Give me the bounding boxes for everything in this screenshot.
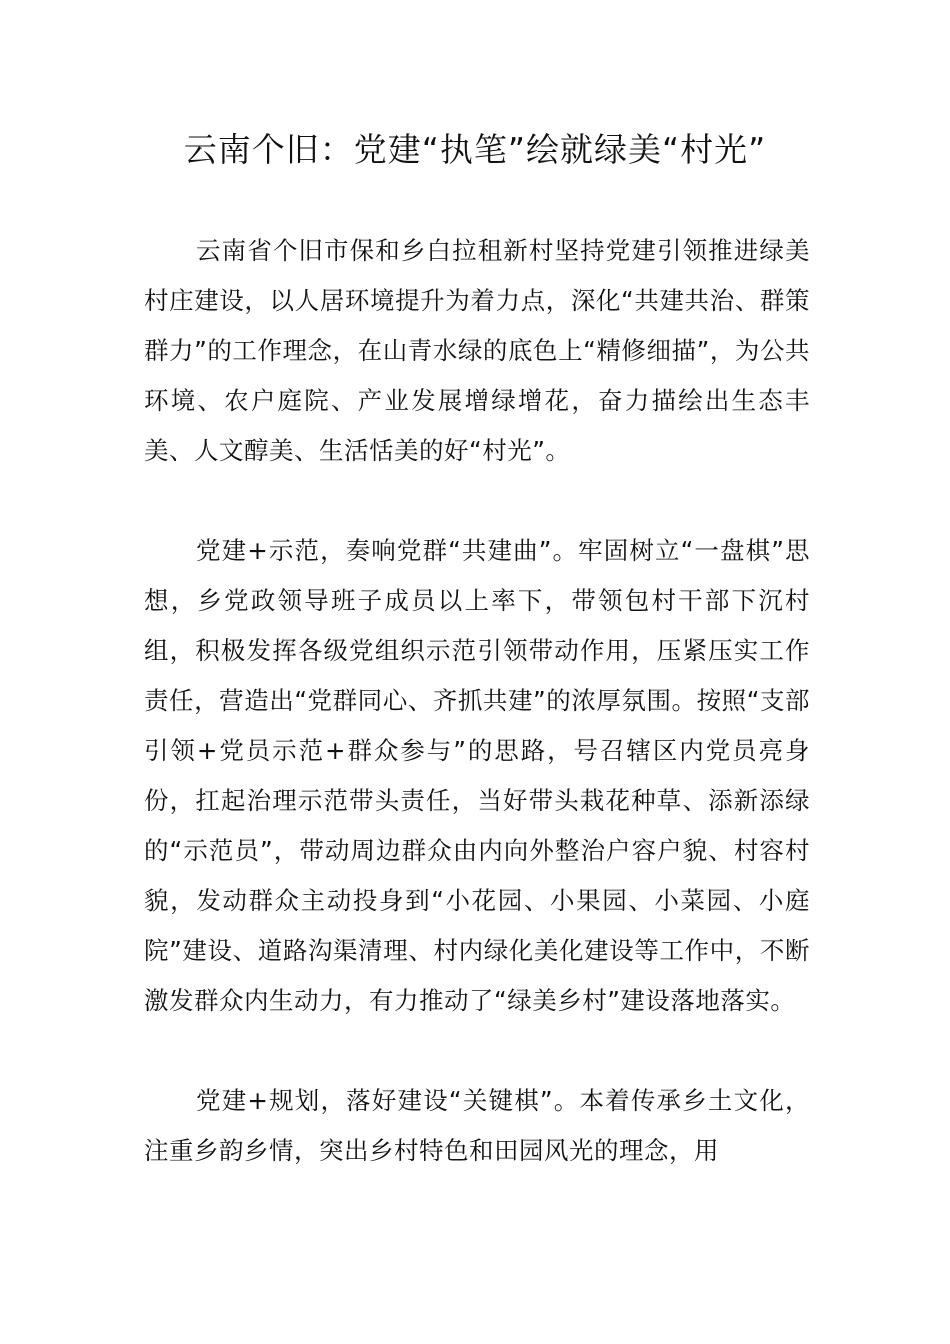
paragraph-demonstration: 党建+示范，奏响党群“共建曲”。牢固树立“一盘棋”思想，乡党政领导班子成员以上率下，带领包村干部下沉村组，积极发挥各级党组织示范引领带动作用，压紧压实工作责任，营造出“党群同心、齐抓共建”的浓厚氛围。按照“支部引领+党员示范+群众参与”的思路，号召辖区内党员亮身份，扛起治理示范带头责任，当好带头栽花种草、添新添绿的“示范员”，带动周边群众由内向外整治户容户貌、村容村貌，发动群众主动投身到“小花园、小果园、小菜园、小庭院”建设、道路沟渠清理、村内绿化美化建设等工作中，不断激发群众内生动力，有力推动了“绿美乡村”建设落地落实。 <box>144 536 810 1015</box>
document-body <box>144 226 810 1176</box>
paragraph-intro: 云南省个旧市保和乡白拉租新村坚持党建引领推进绿美村庄建设，以人居环境提升为着力点，深化“共建共治、群策群力”的工作理念，在山青水绿的底色上“精修细描”，为公共环境、农户庭院、产业发展增绿增花，奋力描绘出生态丰美、人文醇美、生活恬美的好“村光”。 <box>144 236 810 465</box>
document-title: 云南个旧：党建“执笔”绘就绿美“村光” <box>183 130 767 169</box>
paragraph-planning: 党建+规划，落好建设“关键棋”。本着传承乡土文化，注重乡韵乡情，突出乡村特色和田园风光的理念，用 <box>144 1086 810 1165</box>
paragraph-spacer <box>144 1026 810 1076</box>
paragraph-spacer <box>144 476 810 526</box>
